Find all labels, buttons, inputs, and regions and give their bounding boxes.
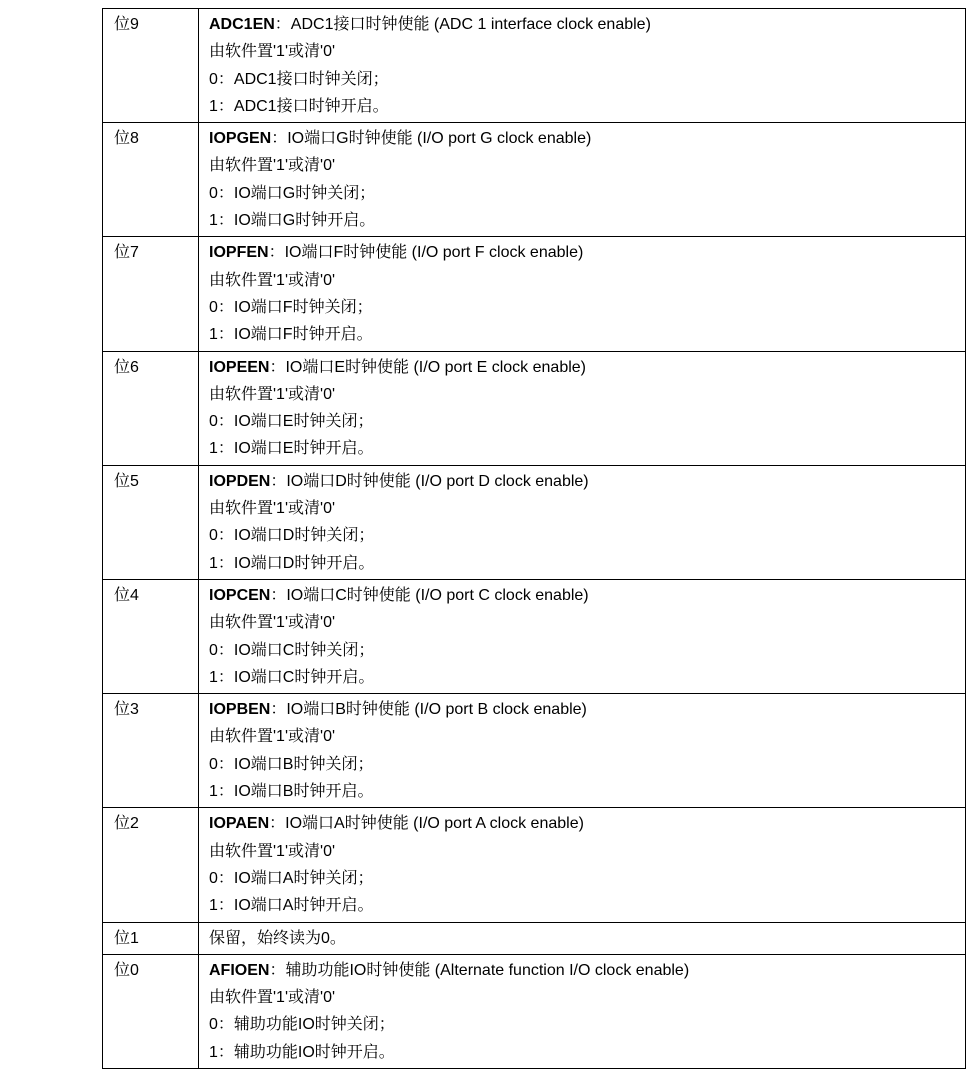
bit-number-cell: 位2 <box>103 808 199 922</box>
table-row <box>103 465 966 579</box>
table-row <box>103 351 966 465</box>
bit-number-cell: 位7 <box>103 237 199 351</box>
bit-field-name: AFIOEN <box>209 961 270 979</box>
bit-field-title: ：IO端口G时钟使能 (I/O port G clock enable) <box>271 130 592 148</box>
bit-title-line <box>209 468 965 495</box>
bit-description-line: 由软件置'1'或清'0' <box>209 157 336 175</box>
bit-field-name: IOPEEN <box>209 358 270 376</box>
bit-description-line: 由软件置'1'或清'0' <box>209 500 336 518</box>
bit-description-line: 由软件置'1'或清'0' <box>209 842 336 860</box>
bit-field-name: IOPBEN <box>209 701 271 719</box>
bit-description-line: 由软件置'1'或清'0' <box>209 728 336 746</box>
bit-field-title: ：IO端口D时钟使能 (I/O port D clock enable) <box>270 472 589 490</box>
bit-field-title: ：IO端口C时钟使能 (I/O port C clock enable) <box>270 586 589 604</box>
register-bit-table <box>102 8 966 1069</box>
bit-description-line: 0：IO端口D时钟关闭； <box>209 527 375 545</box>
bit-title-line <box>209 125 965 152</box>
bit-description-line: 由软件置'1'或清'0' <box>209 43 336 61</box>
bit-description-line: 0：IO端口B时钟关闭； <box>209 755 374 773</box>
table-row <box>103 579 966 693</box>
bit-description-cell <box>199 9 966 123</box>
bit-number-cell: 位8 <box>103 123 199 237</box>
bit-description-line: 1：IO端口A时钟开启。 <box>209 897 374 915</box>
bit-description-line: 1：IO端口B时钟开启。 <box>209 783 374 801</box>
bit-description-line: 由软件置'1'或清'0' <box>209 614 336 632</box>
bit-description-line: 1：IO端口E时钟开启。 <box>209 440 374 458</box>
bit-description-cell <box>199 351 966 465</box>
bit-description-cell <box>199 237 966 351</box>
table-row <box>103 237 966 351</box>
table-row <box>103 922 966 954</box>
bit-number-cell: 位4 <box>103 579 199 693</box>
bit-field-name: IOPFEN <box>209 244 269 262</box>
table-row <box>103 694 966 808</box>
bit-description-line: 1：辅助功能IO时钟开启。 <box>209 1043 395 1061</box>
bit-description-cell <box>199 123 966 237</box>
bit-description-line: 1：IO端口F时钟开启。 <box>209 326 373 344</box>
bit-number-cell: 位6 <box>103 351 199 465</box>
bit-title-line <box>209 925 965 952</box>
bit-field-title: ：IO端口A时钟使能 (I/O port A clock enable) <box>269 815 584 833</box>
bit-field-name: IOPAEN <box>209 815 270 833</box>
bit-field-name: ADC1EN <box>209 16 275 33</box>
bit-title-line <box>209 239 965 266</box>
bit-field-title: ：辅助功能IO时钟使能 (Alternate function I/O clock enable) <box>269 961 690 979</box>
bit-field-name: IOPCEN <box>209 586 271 604</box>
table-row <box>103 808 966 922</box>
bit-field-title: ：IO端口F时钟使能 (I/O port F clock enable) <box>268 244 584 262</box>
bit-title-line <box>209 957 965 984</box>
bit-number-cell: 位3 <box>103 694 199 808</box>
bit-description-line: 由软件置'1'或清'0' <box>209 989 336 1007</box>
bit-description-cell <box>199 922 966 954</box>
bit-description-line: 1：IO端口G时钟开启。 <box>209 212 376 230</box>
bit-number-cell: 位1 <box>103 922 199 954</box>
bit-description-line: 0：IO端口C时钟关闭； <box>209 641 375 659</box>
bit-number-cell: 位5 <box>103 465 199 579</box>
bit-description-line: 0：IO端口F时钟关闭； <box>209 298 373 316</box>
table-row <box>103 9 966 123</box>
bit-description-cell <box>199 954 966 1068</box>
bit-number-cell: 位0 <box>103 954 199 1068</box>
bit-description-line: 由软件置'1'或清'0' <box>209 385 336 403</box>
bit-title-line <box>209 582 965 609</box>
bit-description-line: 0：IO端口E时钟关闭； <box>209 413 374 431</box>
bit-field-name: IOPDEN <box>209 472 271 490</box>
bit-title-line <box>209 354 965 381</box>
register-bit-table-body <box>103 9 966 1069</box>
bit-description-line: 0：ADC1接口时钟关闭； <box>209 70 389 88</box>
bit-description-line: 0：IO端口G时钟关闭； <box>209 184 376 202</box>
bit-description-cell <box>199 694 966 808</box>
bit-description-line: 1：IO端口D时钟开启。 <box>209 554 375 572</box>
bit-description-cell <box>199 579 966 693</box>
table-row <box>103 954 966 1068</box>
bit-field-name: IOPGEN <box>209 130 272 148</box>
bit-field-title: ：ADC1接口时钟使能 (ADC 1 interface clock enable) <box>274 16 651 33</box>
table-row <box>103 123 966 237</box>
bit-description-line: 0：辅助功能IO时钟关闭； <box>209 1016 395 1034</box>
bit-title-line <box>209 11 965 38</box>
bit-description-line: 1：ADC1接口时钟开启。 <box>209 97 389 115</box>
bit-title-line <box>209 696 965 723</box>
bit-field-title: 保留，始终读为0。 <box>209 929 346 947</box>
bit-field-title: ：IO端口B时钟使能 (I/O port B clock enable) <box>270 701 587 719</box>
bit-description-cell <box>199 808 966 922</box>
bit-field-title: ：IO端口E时钟使能 (I/O port E clock enable) <box>269 358 586 376</box>
bit-description-line: 0：IO端口A时钟关闭； <box>209 869 374 887</box>
bit-number-cell: 位9 <box>103 9 199 123</box>
bit-description-cell <box>199 465 966 579</box>
bit-description-line: 由软件置'1'或清'0' <box>209 271 336 289</box>
bit-description-line: 1：IO端口C时钟开启。 <box>209 668 375 686</box>
bit-title-line <box>209 810 965 837</box>
